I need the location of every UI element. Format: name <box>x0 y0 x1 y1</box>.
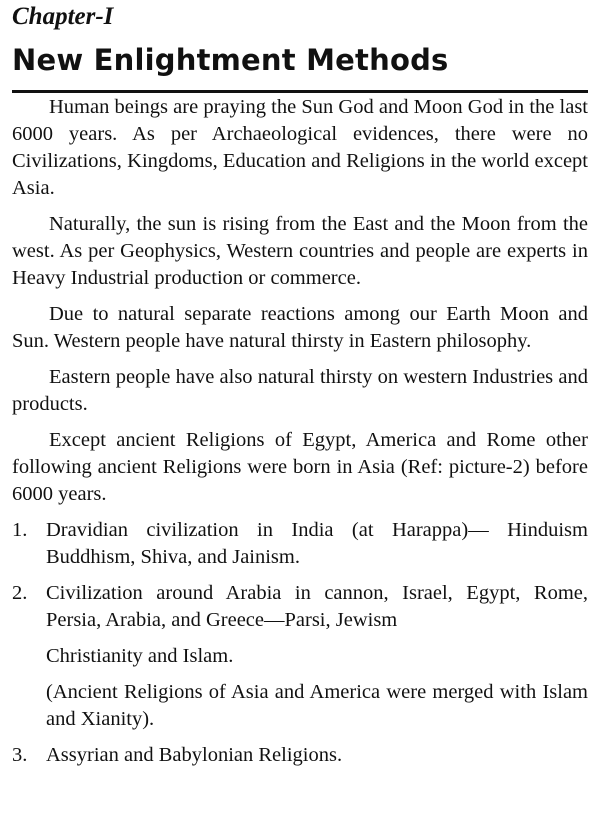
list-item-text: Civilization around Arabia in cannon, Israel, Egypt, Rome, Persia, Arabia, and Greece—Parsi, Jewism <box>46 582 588 631</box>
list-number: 1. <box>12 519 28 541</box>
paragraph: Due to natural separate reactions among our Earth Moon and Sun. Western people have natural thirsty in Eastern philosophy. <box>12 303 588 352</box>
list-item-text: (Ancient Religions of Asia and America were merged with Islam and Xianity). <box>46 681 588 730</box>
list-item-text: Christianity and Islam. <box>46 645 234 667</box>
paragraph: Except ancient Religions of Egypt, America and Rome other following ancient Religions were born in Asia (Ref: picture-2) before 6000 years. <box>12 429 588 505</box>
chapter-body <box>12 94 588 778</box>
list-item-text: Assyrian and Babylonian Religions. <box>46 744 343 766</box>
list-number: 2. <box>12 582 28 604</box>
list-item <box>12 580 588 733</box>
list-item-body <box>46 580 588 733</box>
paragraph: Human beings are praying the Sun God and Moon God in the last 6000 years. As per Archaeological evidences, there were no Civilizations, Kingdoms, Education and Religions in the world except Asia. <box>12 96 588 199</box>
list-number: 3. <box>12 744 28 766</box>
list-item-text: Dravidian civilization in India (at Harappa)— Hinduism Buddhism, Shiva, and Jainism. <box>46 519 588 568</box>
chapter-title: New Enlightment Methods <box>12 43 449 77</box>
list-item <box>12 517 588 571</box>
paragraph: Naturally, the sun is rising from the East and the Moon from the west. As per Geophysics, Western countries and people are experts in Heavy Industrial production or commerce. <box>12 213 588 289</box>
list-item-body <box>46 742 588 769</box>
chapter-label: Chapter-I <box>12 3 114 30</box>
list-item <box>12 742 588 769</box>
list-item-body <box>46 517 588 571</box>
title-divider <box>12 90 588 93</box>
paragraph: Eastern people have also natural thirsty on western Industries and products. <box>12 366 588 415</box>
